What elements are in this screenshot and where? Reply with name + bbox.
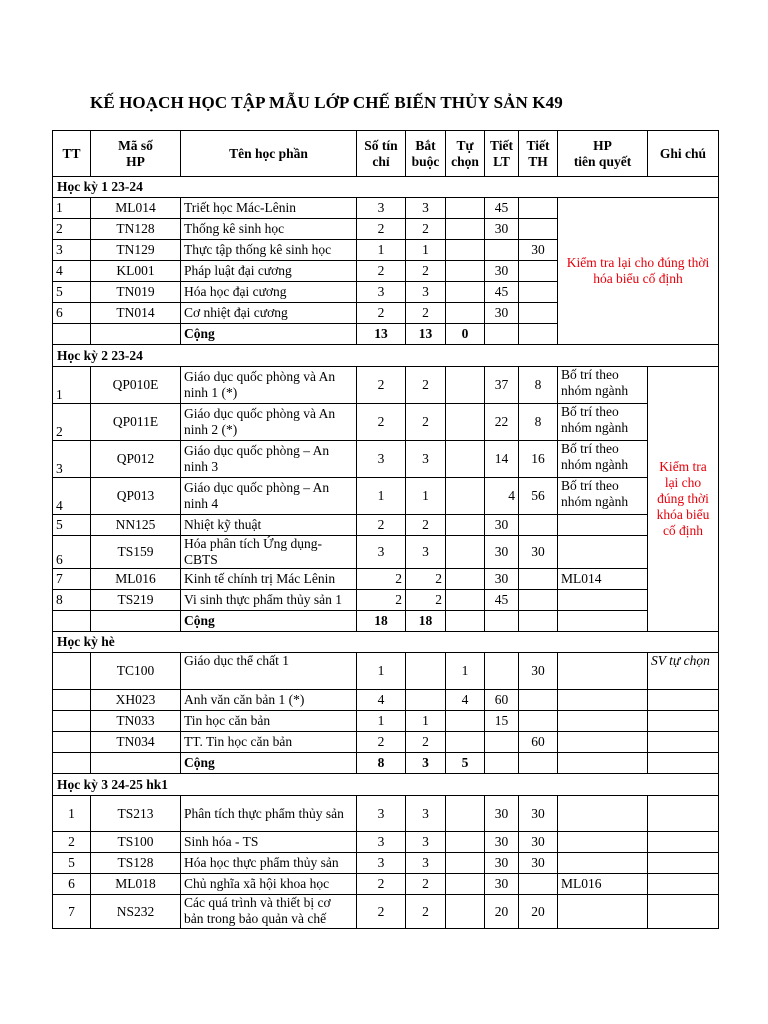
total-credits: 8 bbox=[357, 753, 406, 774]
course-index: 4 bbox=[53, 261, 91, 282]
course-row bbox=[53, 732, 719, 753]
course-lt-hours: 60 bbox=[485, 690, 519, 711]
course-credits: 3 bbox=[357, 198, 406, 219]
course-lt-hours: 45 bbox=[485, 590, 519, 611]
course-prerequisite bbox=[558, 536, 648, 569]
course-name: Vi sinh thực phẩm thủy sản 1 bbox=[181, 590, 357, 611]
total-credits: 13 bbox=[357, 324, 406, 345]
schedule-note: Kiểm tra lại cho đúng thời khóa biểu cố định bbox=[648, 367, 719, 632]
total-prereq bbox=[558, 611, 648, 632]
course-prerequisite: ML014 bbox=[558, 569, 648, 590]
course-index: 5 bbox=[53, 282, 91, 303]
course-code: TS219 bbox=[91, 590, 181, 611]
course-lt-hours: 30 bbox=[485, 796, 519, 832]
course-row bbox=[53, 590, 719, 611]
course-credits: 2 bbox=[357, 515, 406, 536]
header-row bbox=[53, 131, 719, 177]
total-lt bbox=[485, 324, 519, 345]
semester-label: Học kỳ 3 24-25 hk1 bbox=[53, 774, 719, 796]
course-th-hours bbox=[519, 874, 558, 895]
course-index: 1 bbox=[53, 198, 91, 219]
course-prerequisite bbox=[558, 590, 648, 611]
total-index bbox=[53, 611, 91, 632]
course-credits: 3 bbox=[357, 441, 406, 478]
course-required: 3 bbox=[406, 198, 446, 219]
course-lt-hours: 30 bbox=[485, 261, 519, 282]
course-th-hours bbox=[519, 569, 558, 590]
course-elective bbox=[446, 303, 485, 324]
course-name: TT. Tin học căn bản bbox=[181, 732, 357, 753]
header-required: Bắt buộc bbox=[406, 131, 446, 177]
header-elective: Tự chọn bbox=[446, 131, 485, 177]
total-lt bbox=[485, 753, 519, 774]
total-row bbox=[53, 753, 719, 774]
course-th-hours bbox=[519, 261, 558, 282]
course-name: Hóa phân tích Ứng dụng-CBTS bbox=[181, 536, 357, 569]
course-credits: 2 bbox=[357, 732, 406, 753]
course-elective bbox=[446, 895, 485, 929]
course-credits: 1 bbox=[357, 240, 406, 261]
course-lt-hours: 30 bbox=[485, 515, 519, 536]
course-code: TC100 bbox=[91, 653, 181, 690]
total-credits: 18 bbox=[357, 611, 406, 632]
course-elective bbox=[446, 853, 485, 874]
course-credits: 3 bbox=[357, 853, 406, 874]
total-notes bbox=[648, 753, 719, 774]
course-index bbox=[53, 653, 91, 690]
total-label: Cộng bbox=[181, 611, 357, 632]
course-row bbox=[53, 515, 719, 536]
course-lt-hours: 15 bbox=[485, 711, 519, 732]
course-required: 1 bbox=[406, 478, 446, 515]
course-row bbox=[53, 441, 719, 478]
course-lt-hours bbox=[485, 653, 519, 690]
course-elective bbox=[446, 219, 485, 240]
course-name: Tin học căn bản bbox=[181, 711, 357, 732]
course-index: 1 bbox=[53, 367, 91, 404]
total-prereq bbox=[558, 753, 648, 774]
course-index bbox=[53, 711, 91, 732]
course-code: TN019 bbox=[91, 282, 181, 303]
course-th-hours: 30 bbox=[519, 536, 558, 569]
course-elective bbox=[446, 711, 485, 732]
course-note bbox=[648, 732, 719, 753]
document-title: KẾ HOẠCH HỌC TẬP MẪU LỚP CHẾ BIẾN THỦY SẢN K49 bbox=[90, 93, 563, 112]
course-elective: 4 bbox=[446, 690, 485, 711]
course-required: 2 bbox=[406, 732, 446, 753]
course-prerequisite: Bố trí theo nhóm ngành bbox=[558, 441, 648, 478]
course-name: Triết học Mác-Lênin bbox=[181, 198, 357, 219]
course-credits: 3 bbox=[357, 282, 406, 303]
course-elective bbox=[446, 240, 485, 261]
course-required: 3 bbox=[406, 853, 446, 874]
course-required: 3 bbox=[406, 832, 446, 853]
course-index: 6 bbox=[53, 536, 91, 569]
course-code: TS213 bbox=[91, 796, 181, 832]
course-index: 6 bbox=[53, 874, 91, 895]
header-th: Tiết TH bbox=[519, 131, 558, 177]
course-prerequisite bbox=[558, 853, 648, 874]
course-note bbox=[648, 874, 719, 895]
course-row bbox=[53, 478, 719, 515]
schedule-note: Kiểm tra lại cho đúng thời hóa biểu cố định bbox=[558, 198, 719, 345]
header-tt: TT bbox=[53, 131, 91, 177]
total-required: 13 bbox=[406, 324, 446, 345]
course-row bbox=[53, 895, 719, 929]
course-code: QP012 bbox=[91, 441, 181, 478]
course-lt-hours: 14 bbox=[485, 441, 519, 478]
total-elective: 0 bbox=[446, 324, 485, 345]
course-th-hours: 20 bbox=[519, 895, 558, 929]
total-elective bbox=[446, 611, 485, 632]
course-elective bbox=[446, 282, 485, 303]
course-note bbox=[648, 853, 719, 874]
course-index: 5 bbox=[53, 853, 91, 874]
course-required bbox=[406, 653, 446, 690]
course-row bbox=[53, 198, 719, 219]
course-name: Các quá trình và thiết bị cơ bản trong bảo quản và chế bbox=[181, 895, 357, 929]
course-index: 2 bbox=[53, 219, 91, 240]
total-th bbox=[519, 753, 558, 774]
course-note: SV tự chọn bbox=[648, 653, 719, 690]
total-th bbox=[519, 611, 558, 632]
course-th-hours bbox=[519, 711, 558, 732]
course-lt-hours: 30 bbox=[485, 569, 519, 590]
course-prerequisite bbox=[558, 796, 648, 832]
total-code bbox=[91, 611, 181, 632]
course-index: 3 bbox=[53, 240, 91, 261]
course-index: 6 bbox=[53, 303, 91, 324]
course-required: 1 bbox=[406, 240, 446, 261]
course-index: 8 bbox=[53, 590, 91, 611]
course-th-hours bbox=[519, 303, 558, 324]
course-prerequisite bbox=[558, 690, 648, 711]
course-th-hours: 30 bbox=[519, 653, 558, 690]
course-lt-hours bbox=[485, 240, 519, 261]
semester-label: Học kỳ 1 23-24 bbox=[53, 177, 719, 198]
course-elective: 1 bbox=[446, 653, 485, 690]
total-row bbox=[53, 611, 719, 632]
course-required: 2 bbox=[406, 569, 446, 590]
course-required: 1 bbox=[406, 711, 446, 732]
course-index: 7 bbox=[53, 895, 91, 929]
course-th-hours: 8 bbox=[519, 367, 558, 404]
course-code: TN034 bbox=[91, 732, 181, 753]
total-th bbox=[519, 324, 558, 345]
course-required: 2 bbox=[406, 404, 446, 441]
course-elective bbox=[446, 732, 485, 753]
course-code: NS232 bbox=[91, 895, 181, 929]
course-code: NN125 bbox=[91, 515, 181, 536]
course-credits: 2 bbox=[357, 569, 406, 590]
course-elective bbox=[446, 478, 485, 515]
course-elective bbox=[446, 536, 485, 569]
course-row bbox=[53, 569, 719, 590]
course-name: Giáo dục quốc phòng – An ninh 3 bbox=[181, 441, 357, 478]
course-note bbox=[648, 832, 719, 853]
course-th-hours bbox=[519, 282, 558, 303]
course-index: 2 bbox=[53, 404, 91, 441]
course-index: 3 bbox=[53, 441, 91, 478]
course-row bbox=[53, 832, 719, 853]
course-credits: 3 bbox=[357, 832, 406, 853]
course-th-hours: 30 bbox=[519, 853, 558, 874]
course-lt-hours: 22 bbox=[485, 404, 519, 441]
course-prerequisite: ML016 bbox=[558, 874, 648, 895]
course-required: 2 bbox=[406, 895, 446, 929]
total-required: 18 bbox=[406, 611, 446, 632]
course-required: 3 bbox=[406, 796, 446, 832]
course-required: 3 bbox=[406, 282, 446, 303]
course-name: Cơ nhiệt đại cương bbox=[181, 303, 357, 324]
course-prerequisite: Bố trí theo nhóm ngành bbox=[558, 367, 648, 404]
course-name: Giáo dục quốc phòng – An ninh 4 bbox=[181, 478, 357, 515]
course-code: TN129 bbox=[91, 240, 181, 261]
course-prerequisite: Bố trí theo nhóm ngành bbox=[558, 404, 648, 441]
course-name: Sinh hóa - TS bbox=[181, 832, 357, 853]
course-name: Giáo dục quốc phòng và An ninh 1 (*) bbox=[181, 367, 357, 404]
semester-label: Học kỳ hè bbox=[53, 632, 719, 653]
header-code: Mã số HP bbox=[91, 131, 181, 177]
course-th-hours: 30 bbox=[519, 796, 558, 832]
course-required: 2 bbox=[406, 515, 446, 536]
course-name: Thống kê sinh học bbox=[181, 219, 357, 240]
total-code bbox=[91, 753, 181, 774]
course-lt-hours: 45 bbox=[485, 282, 519, 303]
course-lt-hours: 30 bbox=[485, 853, 519, 874]
semester-header-row bbox=[53, 632, 719, 653]
course-required: 2 bbox=[406, 219, 446, 240]
course-index: 5 bbox=[53, 515, 91, 536]
course-credits: 3 bbox=[357, 796, 406, 832]
course-th-hours bbox=[519, 515, 558, 536]
course-code: ML016 bbox=[91, 569, 181, 590]
course-code: QP011E bbox=[91, 404, 181, 441]
total-label: Cộng bbox=[181, 324, 357, 345]
header-notes: Ghi chú bbox=[648, 131, 719, 177]
course-lt-hours: 30 bbox=[485, 303, 519, 324]
total-code bbox=[91, 324, 181, 345]
course-row bbox=[53, 653, 719, 690]
course-row bbox=[53, 690, 719, 711]
course-index bbox=[53, 690, 91, 711]
course-code: TS128 bbox=[91, 853, 181, 874]
course-row bbox=[53, 536, 719, 569]
course-name: Phân tích thực phẩm thủy sản bbox=[181, 796, 357, 832]
course-code: TN014 bbox=[91, 303, 181, 324]
course-th-hours bbox=[519, 590, 558, 611]
course-th-hours: 30 bbox=[519, 832, 558, 853]
course-th-hours bbox=[519, 219, 558, 240]
course-th-hours bbox=[519, 198, 558, 219]
course-lt-hours: 4 bbox=[485, 478, 519, 515]
course-prerequisite bbox=[558, 515, 648, 536]
course-elective bbox=[446, 198, 485, 219]
course-code: TN033 bbox=[91, 711, 181, 732]
course-code: XH023 bbox=[91, 690, 181, 711]
course-prerequisite: Bố trí theo nhóm ngành bbox=[558, 478, 648, 515]
course-prerequisite bbox=[558, 732, 648, 753]
total-index bbox=[53, 324, 91, 345]
course-code: TS159 bbox=[91, 536, 181, 569]
course-required: 2 bbox=[406, 367, 446, 404]
course-row bbox=[53, 874, 719, 895]
course-index: 4 bbox=[53, 478, 91, 515]
course-credits: 2 bbox=[357, 219, 406, 240]
semester-label: Học kỳ 2 23-24 bbox=[53, 345, 719, 367]
course-name: Giáo dục thể chất 1 bbox=[181, 653, 357, 690]
course-prerequisite bbox=[558, 653, 648, 690]
course-credits: 2 bbox=[357, 261, 406, 282]
course-note bbox=[648, 690, 719, 711]
course-prerequisite bbox=[558, 711, 648, 732]
course-elective bbox=[446, 367, 485, 404]
course-credits: 2 bbox=[357, 895, 406, 929]
course-code: TN128 bbox=[91, 219, 181, 240]
course-required: 3 bbox=[406, 536, 446, 569]
total-label: Cộng bbox=[181, 753, 357, 774]
course-row bbox=[53, 367, 719, 404]
course-elective bbox=[446, 515, 485, 536]
header-prereq: HP tiên quyết bbox=[558, 131, 648, 177]
study-plan-table bbox=[52, 130, 719, 929]
course-required: 2 bbox=[406, 874, 446, 895]
course-lt-hours: 30 bbox=[485, 874, 519, 895]
course-elective bbox=[446, 404, 485, 441]
course-name: Chủ nghĩa xã hội khoa học bbox=[181, 874, 357, 895]
course-lt-hours: 30 bbox=[485, 536, 519, 569]
course-index: 1 bbox=[53, 796, 91, 832]
course-note bbox=[648, 796, 719, 832]
course-code: TS100 bbox=[91, 832, 181, 853]
course-th-hours: 8 bbox=[519, 404, 558, 441]
course-required: 3 bbox=[406, 441, 446, 478]
header-credits: Số tín chỉ bbox=[357, 131, 406, 177]
course-th-hours: 60 bbox=[519, 732, 558, 753]
course-name: Kinh tế chính trị Mác Lênin bbox=[181, 569, 357, 590]
course-elective bbox=[446, 590, 485, 611]
course-credits: 2 bbox=[357, 874, 406, 895]
course-lt-hours: 30 bbox=[485, 832, 519, 853]
course-lt-hours bbox=[485, 732, 519, 753]
course-lt-hours: 45 bbox=[485, 198, 519, 219]
course-credits: 2 bbox=[357, 404, 406, 441]
total-required: 3 bbox=[406, 753, 446, 774]
course-index: 7 bbox=[53, 569, 91, 590]
course-credits: 3 bbox=[357, 536, 406, 569]
course-required bbox=[406, 690, 446, 711]
course-name: Pháp luật đại cương bbox=[181, 261, 357, 282]
course-row bbox=[53, 796, 719, 832]
course-elective bbox=[446, 832, 485, 853]
course-row bbox=[53, 404, 719, 441]
course-code: ML018 bbox=[91, 874, 181, 895]
course-index: 2 bbox=[53, 832, 91, 853]
course-credits: 1 bbox=[357, 653, 406, 690]
course-th-hours: 16 bbox=[519, 441, 558, 478]
course-elective bbox=[446, 261, 485, 282]
course-credits: 2 bbox=[357, 590, 406, 611]
course-name: Anh văn căn bản 1 (*) bbox=[181, 690, 357, 711]
course-prerequisite bbox=[558, 832, 648, 853]
total-elective: 5 bbox=[446, 753, 485, 774]
course-credits: 1 bbox=[357, 478, 406, 515]
semester-header-row bbox=[53, 345, 719, 367]
course-elective bbox=[446, 796, 485, 832]
course-prerequisite bbox=[558, 895, 648, 929]
course-required: 2 bbox=[406, 590, 446, 611]
course-credits: 1 bbox=[357, 711, 406, 732]
course-th-hours: 30 bbox=[519, 240, 558, 261]
course-code: KL001 bbox=[91, 261, 181, 282]
course-note bbox=[648, 711, 719, 732]
header-name: Tên học phần bbox=[181, 131, 357, 177]
course-lt-hours: 37 bbox=[485, 367, 519, 404]
total-lt bbox=[485, 611, 519, 632]
course-row bbox=[53, 711, 719, 732]
course-code: QP010E bbox=[91, 367, 181, 404]
total-index bbox=[53, 753, 91, 774]
course-code: ML014 bbox=[91, 198, 181, 219]
course-th-hours bbox=[519, 690, 558, 711]
course-credits: 2 bbox=[357, 303, 406, 324]
semester-header-row bbox=[53, 177, 719, 198]
course-code: QP013 bbox=[91, 478, 181, 515]
course-lt-hours: 30 bbox=[485, 219, 519, 240]
course-name: Hóa học thực phẩm thủy sản bbox=[181, 853, 357, 874]
course-name: Thực tập thống kê sinh học bbox=[181, 240, 357, 261]
course-index bbox=[53, 732, 91, 753]
course-elective bbox=[446, 441, 485, 478]
course-elective bbox=[446, 874, 485, 895]
course-required: 2 bbox=[406, 261, 446, 282]
course-note bbox=[648, 895, 719, 929]
course-credits: 4 bbox=[357, 690, 406, 711]
course-name: Nhiệt kỹ thuật bbox=[181, 515, 357, 536]
course-name: Giáo dục quốc phòng và An ninh 2 (*) bbox=[181, 404, 357, 441]
header-lt: Tiết LT bbox=[485, 131, 519, 177]
course-lt-hours: 20 bbox=[485, 895, 519, 929]
course-th-hours: 56 bbox=[519, 478, 558, 515]
semester-header-row bbox=[53, 774, 719, 796]
course-credits: 2 bbox=[357, 367, 406, 404]
course-elective bbox=[446, 569, 485, 590]
course-required: 2 bbox=[406, 303, 446, 324]
course-name: Hóa học đại cương bbox=[181, 282, 357, 303]
course-row bbox=[53, 853, 719, 874]
